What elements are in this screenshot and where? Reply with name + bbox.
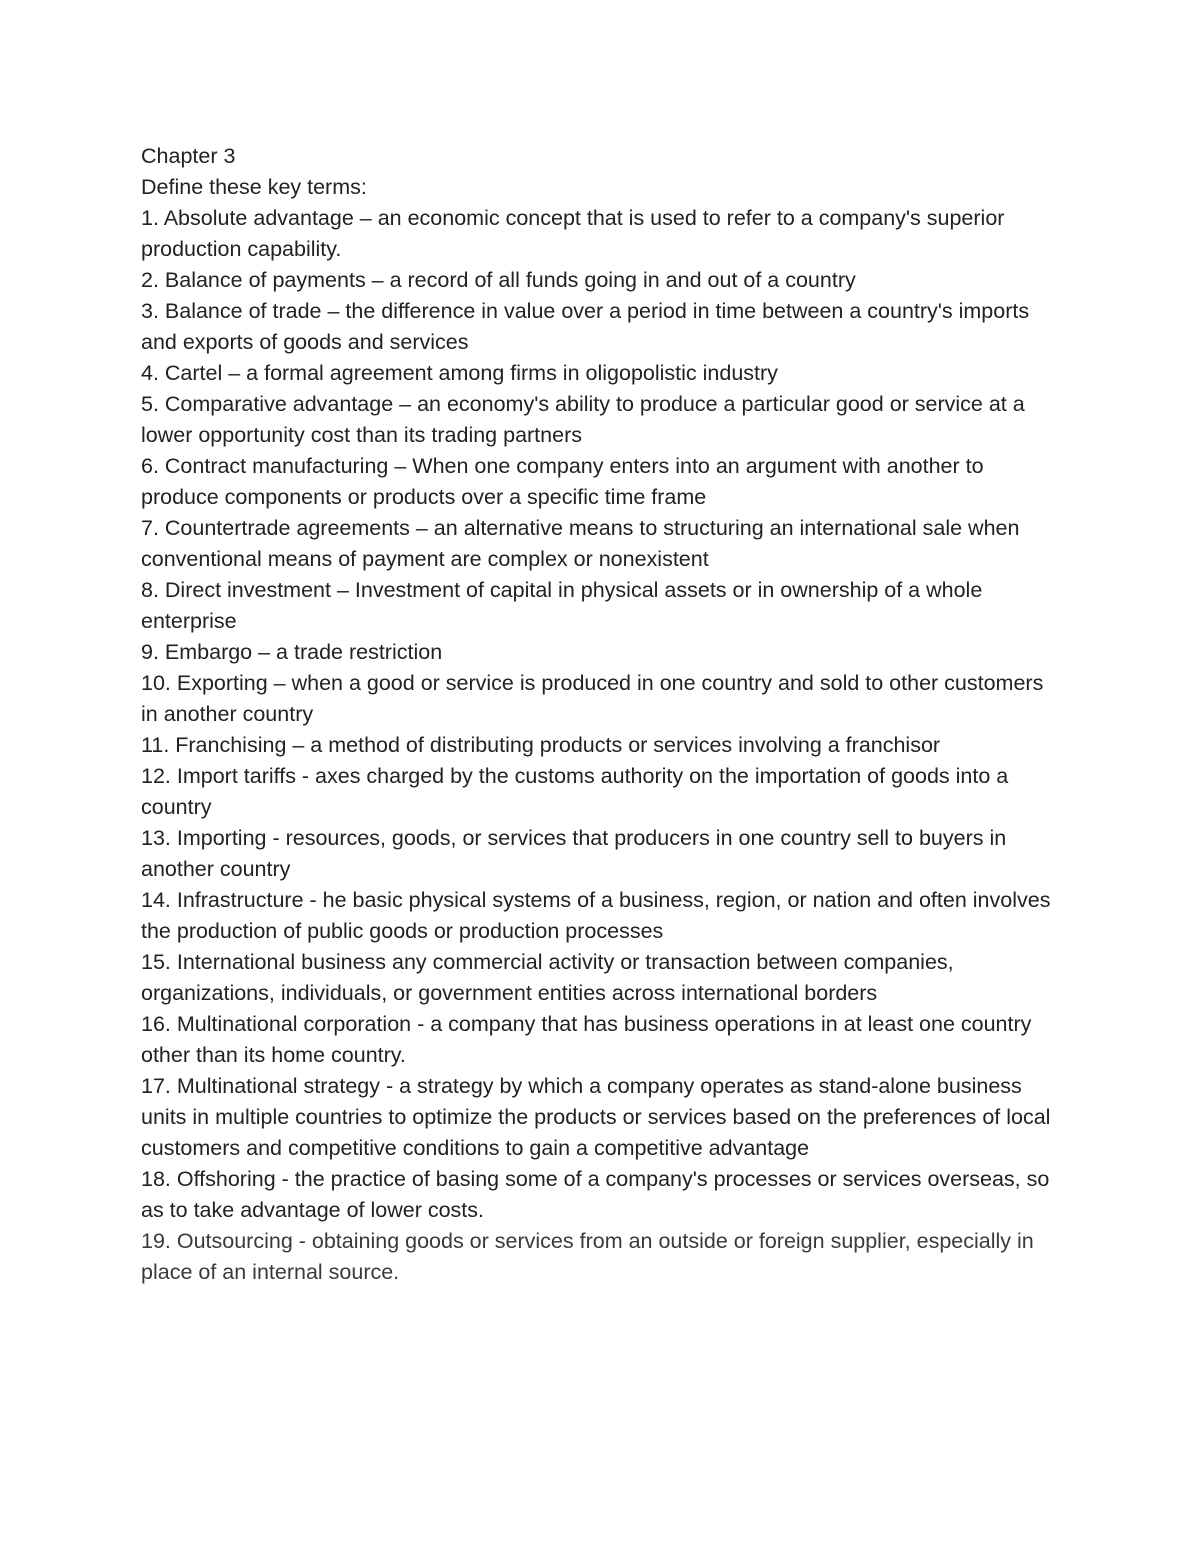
term-item-2: 2. Balance of payments – a record of all funds going in and out of a country — [141, 268, 856, 292]
document-body — [141, 141, 1061, 1288]
key-terms-list — [141, 203, 1061, 1288]
term-item-4: 4. Cartel – a formal agreement among firms in oligopolistic industry — [141, 361, 778, 385]
term-item-9: 9. Embargo – a trade restriction — [141, 640, 443, 664]
term-item-17: 17. Multinational strategy - a strategy by which a company operates as stand-alone business units in multiple countries to optimize the products or services based on the preferences of local customers and competitive conditions to gain a competitive advantage — [141, 1074, 1051, 1160]
term-item-6: 6. Contract manufacturing – When one company enters into an argument with another to produce components or products over a specific time frame — [141, 454, 984, 509]
term-item-7: 7. Countertrade agreements – an alternative means to structuring an international sale when conventional means of payment are complex or nonexistent — [141, 516, 1020, 571]
term-item-16: 16. Multinational corporation - a company that has business operations in at least one country other than its home country. — [141, 1012, 1032, 1067]
term-item-11: 11. Franchising – a method of distributing products or services involving a franchisor — [141, 733, 941, 757]
term-item-14: 14. Infrastructure - he basic physical systems of a business, region, or nation and often involves the production of public goods or production processes — [141, 888, 1051, 943]
term-item-18: 18. Offshoring - the practice of basing some of a company's processes or services overseas, so as to take advantage of lower costs. — [141, 1167, 1050, 1222]
term-item-8: 8. Direct investment – Investment of capital in physical assets or in ownership of a whole enterprise — [141, 578, 983, 633]
term-item-3: 3. Balance of trade – the difference in value over a period in time between a country's imports and exports of goods and services — [141, 299, 1030, 354]
term-item-1: 1. Absolute advantage – an economic concept that is used to refer to a company's superior production capability. — [141, 206, 1005, 261]
term-item-5: 5. Comparative advantage – an economy's ability to produce a particular good or service at a lower opportunity cost than its trading partners — [141, 392, 1025, 447]
term-item-15: 15. International business any commercial activity or transaction between companies, organizations, individuals, or government entities across international borders — [141, 950, 954, 1005]
term-item-13: 13. Importing - resources, goods, or services that producers in one country sell to buyers in another country — [141, 826, 1007, 881]
term-item-12: 12. Import tariffs - axes charged by the customs authority on the importation of goods into a country — [141, 764, 1009, 819]
chapter-heading: Chapter 3 — [141, 144, 236, 168]
term-item-10: 10. Exporting – when a good or service is produced in one country and sold to other customers in another country — [141, 671, 1044, 726]
instruction-line: Define these key terms: — [141, 175, 367, 199]
term-item-19: 19. Outsourcing - obtaining goods or services from an outside or foreign supplier, especially in place of an internal source. — [141, 1229, 1034, 1284]
